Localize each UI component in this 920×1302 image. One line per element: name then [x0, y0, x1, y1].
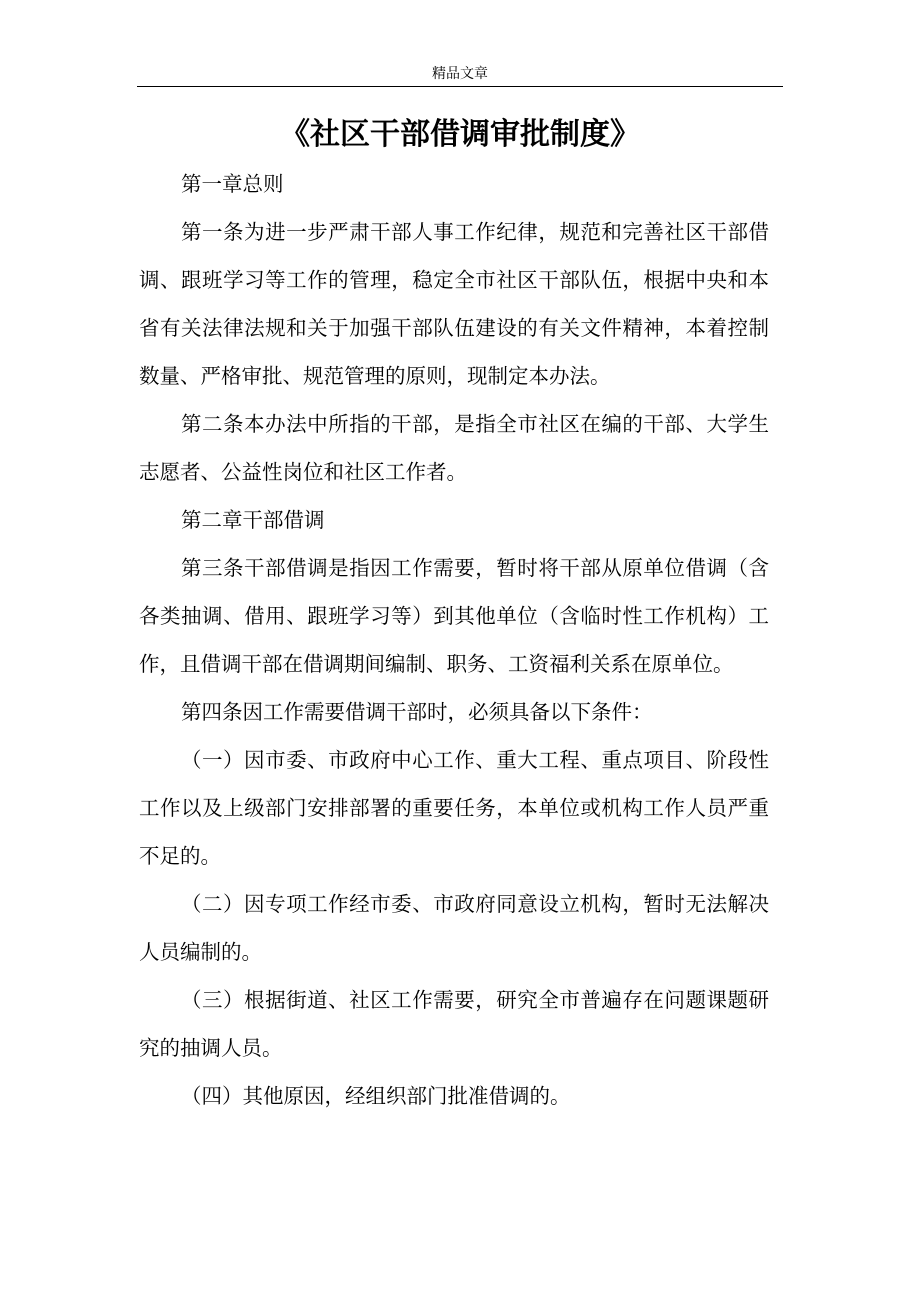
- condition-item-4: （四）其他原因，经组织部门批准借调的。: [181, 1084, 571, 1108]
- chapter-heading-1: 第一章总则: [181, 172, 284, 196]
- document-title: 《社区干部借调审批制度》: [280, 117, 640, 152]
- condition-item-2: （二）因专项工作经市委、市政府同意设立机构，暂时无法解决人员编制的。: [139, 892, 769, 964]
- condition-item-1: （一）因市委、市政府中心工作、重大工程、重点项目、阶段性工作以及上级部门安排部署的重要任务，本单位或机构工作人员严重不足的。: [139, 748, 769, 868]
- article-4: 第四条因工作需要借调干部时，必须具备以下条件：: [181, 700, 653, 724]
- document-body: [139, 160, 769, 1120]
- article-1: 第一条为进一步严肃干部人事工作纪律，规范和完善社区干部借调、跟班学习等工作的管理，稳定全市社区干部队伍，根据中央和本省有关法律法规和关于加强干部队伍建设的有关文件精神，本着控制数量、严格审批、规范管理的原则，现制定本办法。: [139, 220, 769, 388]
- chapter-heading-2: 第二章干部借调: [181, 508, 325, 532]
- article-2: 第二条本办法中所指的干部，是指全市社区在编的干部、大学生志愿者、公益性岗位和社区工作者。: [139, 412, 769, 484]
- page-header: 精品文章: [432, 66, 488, 82]
- header-divider: [137, 86, 783, 87]
- article-3: 第三条干部借调是指因工作需要，暂时将干部从原单位借调（含各类抽调、借用、跟班学习等）到其他单位（含临时性工作机构）工作，且借调干部在借调期间编制、职务、工资福利关系在原单位。: [139, 556, 769, 676]
- condition-item-3: （三）根据街道、社区工作需要，研究全市普遍存在问题课题研究的抽调人员。: [139, 988, 769, 1060]
